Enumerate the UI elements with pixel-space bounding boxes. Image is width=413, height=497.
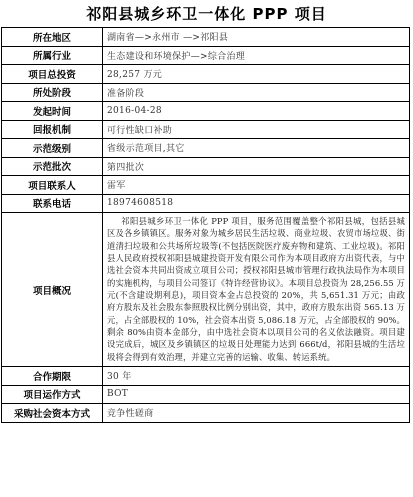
label-overview: 项目概况 (2, 213, 103, 367)
value-return-mechanism: 可行性缺口补助 (103, 120, 410, 139)
row-return-mechanism (2, 120, 410, 139)
value-industry: 生态建设和环境保护—>综合治理 (103, 46, 410, 65)
value-total-investment: 28,257 万元 (103, 65, 410, 84)
label-phone: 联系电话 (2, 194, 103, 213)
value-cooperation-period: 30 年 (103, 367, 410, 386)
project-info-page (1, 1, 412, 495)
overview-text-cell (103, 213, 410, 367)
value-operation-mode: BOT (103, 385, 410, 404)
label-stage: 所处阶段 (2, 83, 103, 102)
value-procurement-method: 竞争性磋商 (103, 404, 410, 423)
row-overview (2, 213, 410, 367)
row-industry (2, 46, 410, 65)
value-phone: 18974608518 (103, 194, 410, 213)
value-region: 湖南省—>永州市 —>祁阳县 (103, 28, 410, 47)
label-industry: 所属行业 (2, 46, 103, 65)
row-stage (2, 83, 410, 102)
value-demo-level: 省级示范项目,其它 (103, 139, 410, 158)
label-operation-mode: 项目运作方式 (2, 385, 103, 404)
value-stage: 准备阶段 (103, 83, 410, 102)
label-total-investment: 项目总投资 (2, 65, 103, 84)
row-total-investment (2, 65, 410, 84)
label-start-date: 发起时间 (2, 102, 103, 121)
value-demo-batch: 第四批次 (103, 157, 410, 176)
label-region: 所在地区 (2, 28, 103, 47)
label-demo-level: 示范级别 (2, 139, 103, 158)
row-demo-batch (2, 157, 410, 176)
row-procurement-method (2, 404, 410, 423)
label-return-mechanism: 回报机制 (2, 120, 103, 139)
value-contact: 雷军 (103, 176, 410, 195)
row-demo-level (2, 139, 410, 158)
label-contact: 项目联系人 (2, 176, 103, 195)
row-cooperation-period (2, 367, 410, 386)
row-region (2, 28, 410, 47)
label-cooperation-period: 合作期限 (2, 367, 103, 386)
overview-text: 祁阳县城乡环卫一体化 PPP 项目，服务范围覆盖整个祁阳县城，包括县城区及各乡镇镇区。服务对象为城乡居民生活垃圾、商业垃圾、农贸市场垃圾、街道清扫垃圾和公共场所垃圾等(不包括医院医疗废弃物和建筑、工业垃圾)。祁阳县人民政府授权祁阳县城建投资开发有限公司作为本项目政府方出资代表，与中选社会资本共同出资成立项目公司；授权祁阳县城市管理行政执法局作为本项目的实施机构，与项目公司签订《特许经营协议》。本项目总投资为 28,256.55 万元(不含建设期利息)，项目资本金占总投资的 20%，共 5,651.31 万元；由政府方股东及社会股东参照股权比例分别出资，其中，政府方股东出资 565.13 万元，占全部股权的 10%，社会资本出资 5,086.18 万元，占全部股权的 90%。剩余 80%由资本金部分，由中选社会资本以项目公司的名义依法融资。项目建设完成后，城区及乡镇镇区的垃圾日处理能力达到 666t/d，祁阳县城的生活垃圾将会得到有效治理，并建立完善的运输、收集、转运系统。 (107, 216, 406, 362)
row-start-date (2, 102, 410, 121)
label-procurement-method: 采购社会资本方式 (2, 404, 103, 423)
value-start-date: 2016-04-28 (103, 102, 410, 121)
project-info-table (1, 27, 410, 423)
row-contact (2, 176, 410, 195)
row-operation-mode (2, 385, 410, 404)
label-demo-batch: 示范批次 (2, 157, 103, 176)
row-phone (2, 194, 410, 213)
page-title: 祁阳县城乡环卫一体化 PPP 项目 (86, 5, 327, 23)
